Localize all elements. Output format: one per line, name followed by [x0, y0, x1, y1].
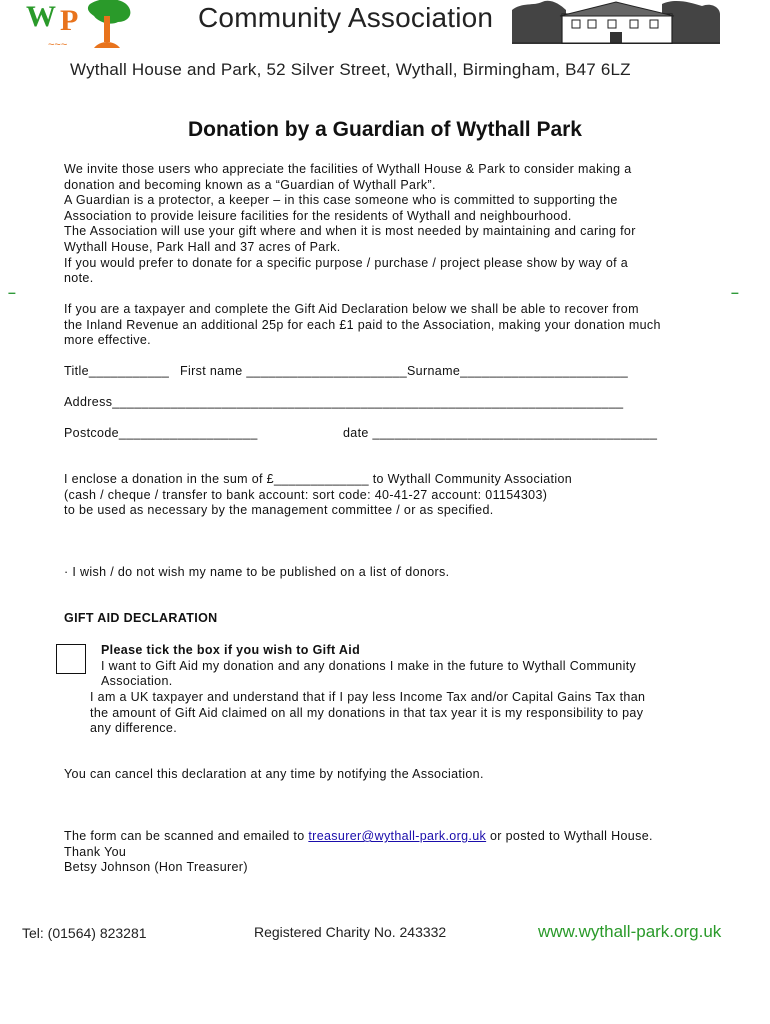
address-field[interactable]: Address______________________________________________________________________ — [64, 395, 624, 409]
closing-line — [64, 829, 724, 845]
wp-logo — [24, 0, 134, 52]
signature: Betsy Johnson (Hon Treasurer) — [64, 860, 248, 875]
intro-line: If you would prefer to donate for a specific purpose / purchase / project please show by way of a — [64, 255, 629, 270]
svg-text:P: P — [60, 4, 79, 37]
footer-charity-number: Registered Charity No. 243332 — [254, 924, 447, 940]
page-title: Donation by a Guardian of Wythall Park — [187, 118, 582, 141]
taxpayer-declaration — [90, 690, 730, 737]
gift-aid-statement — [101, 643, 721, 690]
donation-line: to be used as necessary by the management committee / or as specified. — [64, 503, 494, 518]
title-field[interactable]: Title___________ — [64, 364, 170, 378]
taxpayer-decl-line: the amount of Gift Aid claimed on all my donations in that tax year it is my responsibility to pay — [90, 705, 644, 720]
cancel-note: You can cancel this declaration at any time by notifying the Association. — [64, 767, 484, 781]
closing-suffix: or posted to Wythall House. — [486, 829, 653, 843]
svg-text:~~~: ~~~ — [48, 39, 68, 51]
intro-line: We invite those users who appreciate the facilities of Wythall House & Park to consider making a — [64, 162, 632, 176]
taxpayer-paragraph — [64, 302, 724, 349]
house-illustration — [512, 0, 720, 44]
intro-line: Wythall House, Park Hall and 37 acres of Park. — [64, 239, 341, 254]
thank-you: Thank You — [64, 844, 127, 859]
intro-line: A Guardian is a protector, a keeper – in this case someone who is committed to supporting the — [64, 193, 618, 208]
taxpayer-decl-line: any difference. — [90, 721, 178, 736]
gift-aid-tick-instruction: Please tick the box if you wish to Gift Aid — [101, 643, 361, 657]
surname-field[interactable]: Surname_______________________ — [407, 364, 629, 378]
margin-mark-right: – — [731, 284, 739, 300]
intro-line: The Association will use your gift where and when it is most needed by maintaining and caring for — [64, 224, 636, 239]
footer-website[interactable]: www.wythall-park.org.uk — [538, 922, 722, 941]
gift-aid-heading: GIFT AID DECLARATION — [64, 611, 218, 625]
closing-block — [64, 829, 724, 876]
intro-line: note. — [64, 271, 94, 286]
footer-telephone: Tel: (01564) 823281 — [22, 925, 147, 941]
taxpayer-line: more effective. — [64, 333, 152, 348]
gift-aid-line: Association. — [101, 674, 173, 689]
margin-mark-left: – — [8, 284, 16, 300]
date-field[interactable]: date _______________________________________ — [343, 426, 658, 440]
taxpayer-decl-line: I am a UK taxpayer and understand that if I pay less Income Tax and/or Capital Gains Tax than — [90, 690, 646, 704]
org-name: Community Association — [198, 2, 494, 33]
donation-line: (cash / cheque / transfer to bank account: sort code: 40-41-27 account: 01154303) — [64, 487, 548, 502]
svg-text:W: W — [26, 0, 56, 33]
treasurer-email-link[interactable]: treasurer@wythall-park.org.uk — [308, 829, 487, 843]
donation-line: I enclose a donation in the sum of £_____________ to Wythall Community Association — [64, 472, 573, 486]
gift-aid-checkbox[interactable] — [56, 644, 86, 674]
closing-prefix: The form can be scanned and emailed to — [64, 829, 309, 843]
publish-preference[interactable]: · I wish / do not wish my name to be published on a list of donors. — [64, 565, 450, 579]
intro-paragraph — [64, 162, 724, 287]
taxpayer-line: If you are a taxpayer and complete the Gift Aid Declaration below we shall be able to recover from — [64, 302, 639, 316]
postcode-field[interactable]: Postcode___________________ — [64, 426, 258, 440]
intro-line: Association to provide leisure facilities for the residents of Wythall and neighbourhood. — [64, 208, 572, 223]
intro-line: donation and becoming known as a “Guardian of Wythall Park”. — [64, 177, 436, 192]
taxpayer-line: the Inland Revenue an additional 25p for each £1 paid to the Association, making your donation much — [64, 317, 661, 332]
gift-aid-line: I want to Gift Aid my donation and any donations I make in the future to Wythall Community — [101, 658, 637, 673]
donation-paragraph — [64, 472, 724, 519]
first-name-field[interactable]: First name ______________________ — [180, 364, 408, 378]
header-address: Wythall House and Park, 52 Silver Street, Wythall, Birmingham, B47 6LZ — [70, 60, 631, 79]
